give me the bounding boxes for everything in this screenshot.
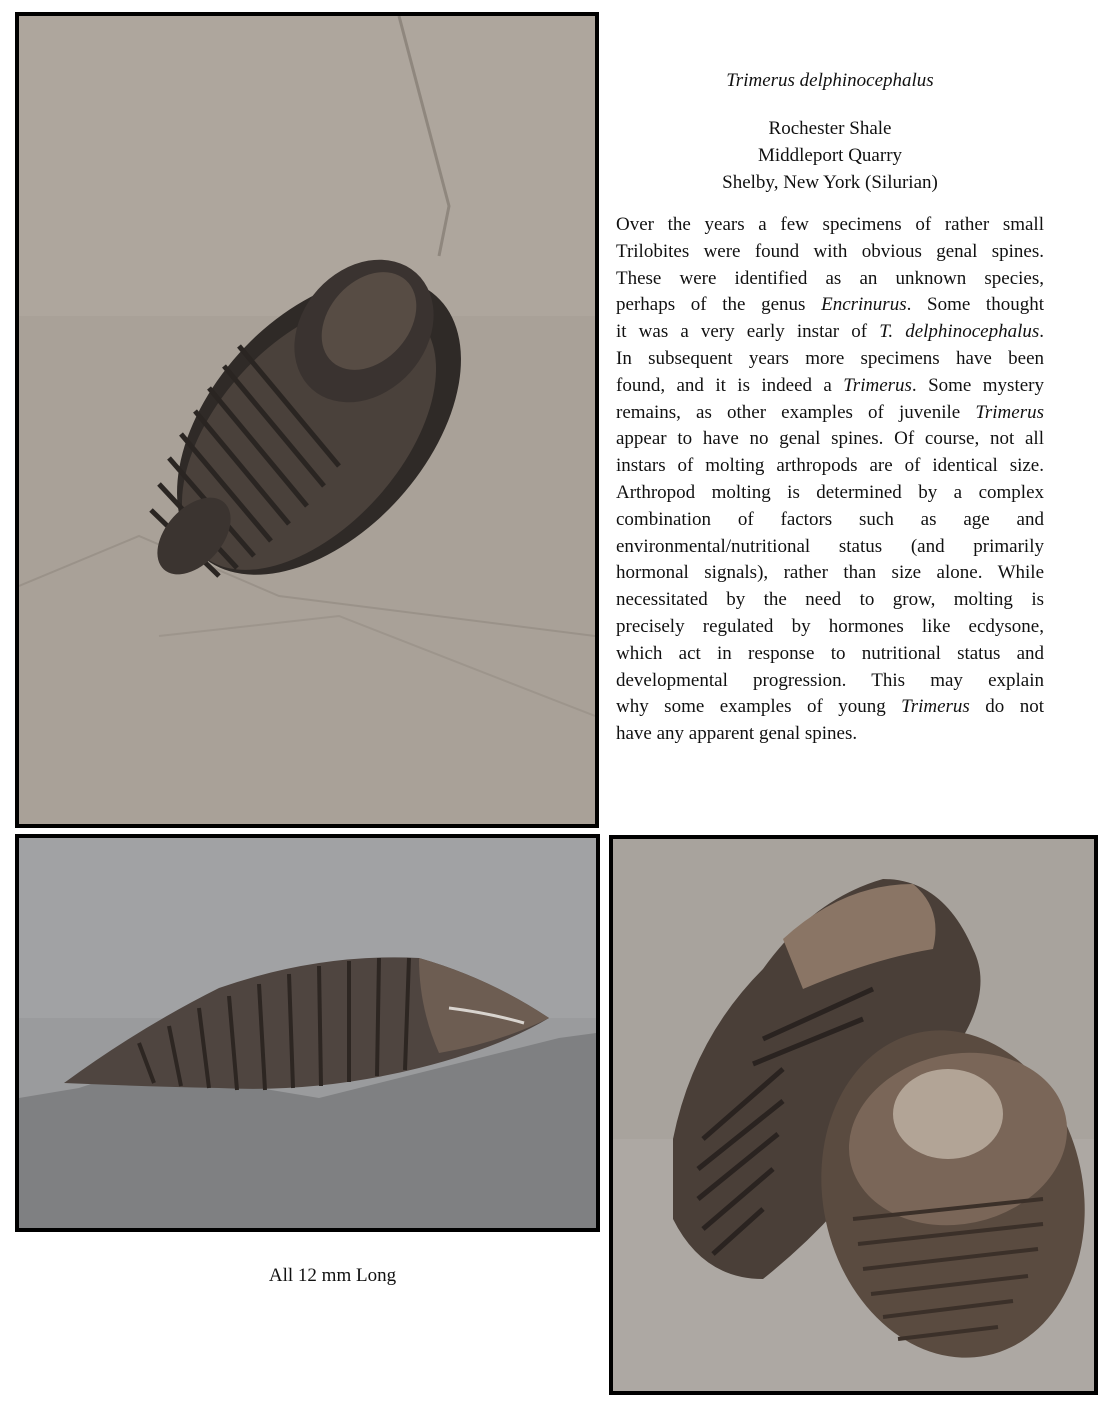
genus-trimerus: Trimerus [901,696,970,718]
text-line: necessitated by the need to grow, molting is [616,589,1044,611]
quarry-name: Middleport Quarry [757,145,903,166]
text-line: In subsequent years more specimens have been [616,347,1044,369]
text-line: Over the years a few specimens of rather small [616,214,1044,235]
text-line: precisely regulated by hormones like ecdysone, [616,615,1044,637]
trilobite-photo-side [19,838,596,1228]
text-line: perhaps of the genus Encrinurus. Some thought [616,294,1044,316]
text-line: Trilobites were found with obvious genal spines. [616,240,1044,262]
species-name: Trimerus delphinocephalus [726,70,934,91]
text-line: found, and it is indeed a Trimerus. Some mystery [616,374,1044,396]
text-line: combination of factors such as age and [616,508,1044,530]
genus-encrinurus: Encrinurus [821,294,907,316]
description-paragraph [616,212,1044,748]
trilobite-photo-pair [613,839,1094,1391]
text-line: instars of molting arthropods are of identical size. [616,455,1044,477]
formation-name: Rochester Shale [768,118,892,139]
text-line: Arthropod molting is determined by a complex [616,481,1044,503]
photo-trilobite-side [15,834,600,1232]
text-line: environmental/nutritional status (and primarily [616,535,1044,557]
text-line: These were identified as an unknown species, [616,267,1044,289]
location-period: Shelby, New York (Silurian) [722,172,938,193]
text-line: hormonal signals), rather than size alone. While [616,562,1044,584]
text-line: appear to have no genal spines. Of course, not all [616,428,1044,450]
text-line: developmental progression. This may explain [616,669,1044,691]
text-line: why some examples of young Trimerus do not [616,696,1044,718]
genus-trimerus: Trimerus [843,374,912,396]
trilobite-photo-top [19,16,595,824]
text-line: have any apparent genal spines. [616,723,858,745]
text-line: it was a very early instar of T. delphinocephalus. [616,321,1044,343]
genus-trimerus: Trimerus [975,401,1044,423]
photo-trilobite-pair [609,835,1098,1395]
species-abbrev: T. delphinocephalus [879,321,1040,343]
text-line: which act in response to nutritional status and [616,642,1044,664]
size-caption: All 12 mm Long [268,1265,397,1286]
locality-block [615,115,1045,196]
photo-trilobite-top [15,12,599,828]
text-line: remains, as other examples of juvenile Trimerus [616,401,1044,423]
